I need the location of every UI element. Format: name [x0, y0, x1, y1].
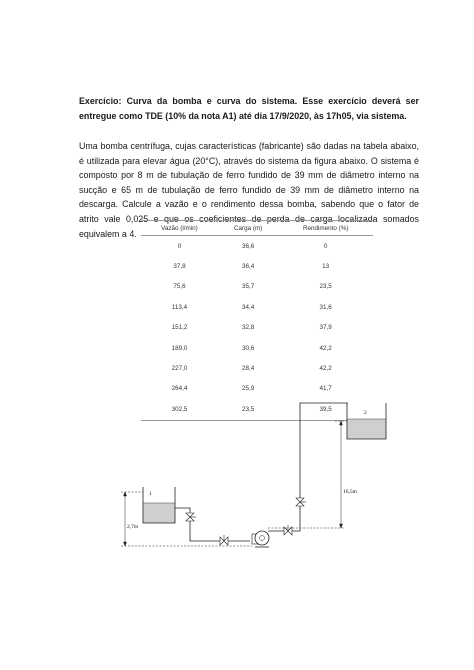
tank1-label: 1: [149, 491, 152, 497]
piping: [175, 403, 348, 541]
cell-efficiency: 39,5: [278, 399, 373, 420]
cell-head: 36,6: [242, 242, 255, 250]
header-efficiency: Rendimento (%): [278, 221, 373, 236]
discharge-valve: [284, 525, 292, 535]
cell-flow: 189,0: [171, 344, 188, 352]
cell-efficiency: 23,5: [319, 283, 332, 291]
cell-flow: 113,4: [171, 303, 188, 311]
suction-tank: [143, 487, 175, 523]
cell-efficiency: 42,2: [319, 365, 332, 373]
suction-valve: [220, 535, 228, 545]
arrow-up-icon: [340, 421, 343, 425]
cell-head: 36,4: [242, 263, 255, 271]
cell-head: 35,7: [242, 283, 255, 291]
cell-flow: 0: [177, 242, 182, 250]
tank2-label: 2: [364, 410, 367, 416]
cell-head: 28,4: [242, 365, 255, 373]
suction-height-dimension: [121, 492, 252, 546]
header-head: Carga (m): [218, 221, 278, 236]
discharge-tank: [347, 403, 386, 439]
cell-flow: 75,6: [173, 283, 186, 291]
cell-head: 32,8: [242, 324, 255, 332]
discharge-height-label: 16,5m: [343, 489, 357, 495]
arrow-down-icon: [124, 542, 127, 546]
cell-flow: 37,8: [173, 263, 186, 271]
suction-height-label: 2,7m: [127, 524, 139, 530]
discharge-height-dimension: [268, 421, 347, 528]
exercise-heading: Exercício: Curva da bomba e curva do sistema. Esse exercício deverá ser entregue como TDE (10% da nota A1) até dia 17/9/2020, às 17h05, via sistema.: [79, 96, 419, 121]
arrow-down-icon: [340, 524, 343, 528]
cell-head: 30,6: [242, 344, 255, 352]
exercise-statement: Uma bomba centrífuga, cujas características (fabricante) são dadas na tabela abaixo, é utilizada para elevar água (20°C), através do sistema da figura abaixo. O sistema é composto por 8 m de tubulação de ferro fundido de 39 mm de diâmetro interno na sucção e 65 m de tubulação de ferro fundido de 39 mm de diâmetro interno na descarga. Calcule a vazão e o rendimento dessa bomba, sabendo que o fator de atrito vale 0,025 e que os coeficientes de perda de carga localizada somados equivalem a 4.: [79, 141, 419, 239]
cell-efficiency: 41,7: [319, 385, 332, 393]
cell-efficiency: 0: [323, 242, 328, 250]
cell-flow: 227,0: [171, 365, 188, 373]
discharge-vertical-valve: [296, 498, 306, 506]
cell-flow: 151,2: [171, 324, 188, 332]
cell-head: 23,5: [218, 399, 278, 420]
cell-flow: 302,5: [141, 399, 218, 420]
pump-impeller: [260, 536, 265, 541]
suction-tank-water: [143, 503, 175, 523]
arrow-up-icon: [124, 492, 127, 496]
suction-vertical-valve: [186, 513, 196, 521]
cell-efficiency: 42,2: [319, 344, 332, 352]
header-flow: Vazão (l/min): [141, 221, 218, 236]
cell-head: 25,9: [242, 385, 255, 393]
cell-flow: 264,4: [171, 385, 188, 393]
discharge-pipe: [268, 403, 348, 531]
cell-efficiency: 13: [322, 263, 330, 271]
cell-efficiency: 37,9: [319, 324, 332, 332]
cell-efficiency: 31,6: [319, 303, 332, 311]
centrifugal-pump: [252, 531, 269, 547]
discharge-tank-water: [347, 419, 386, 439]
cell-head: 34,4: [242, 303, 255, 311]
